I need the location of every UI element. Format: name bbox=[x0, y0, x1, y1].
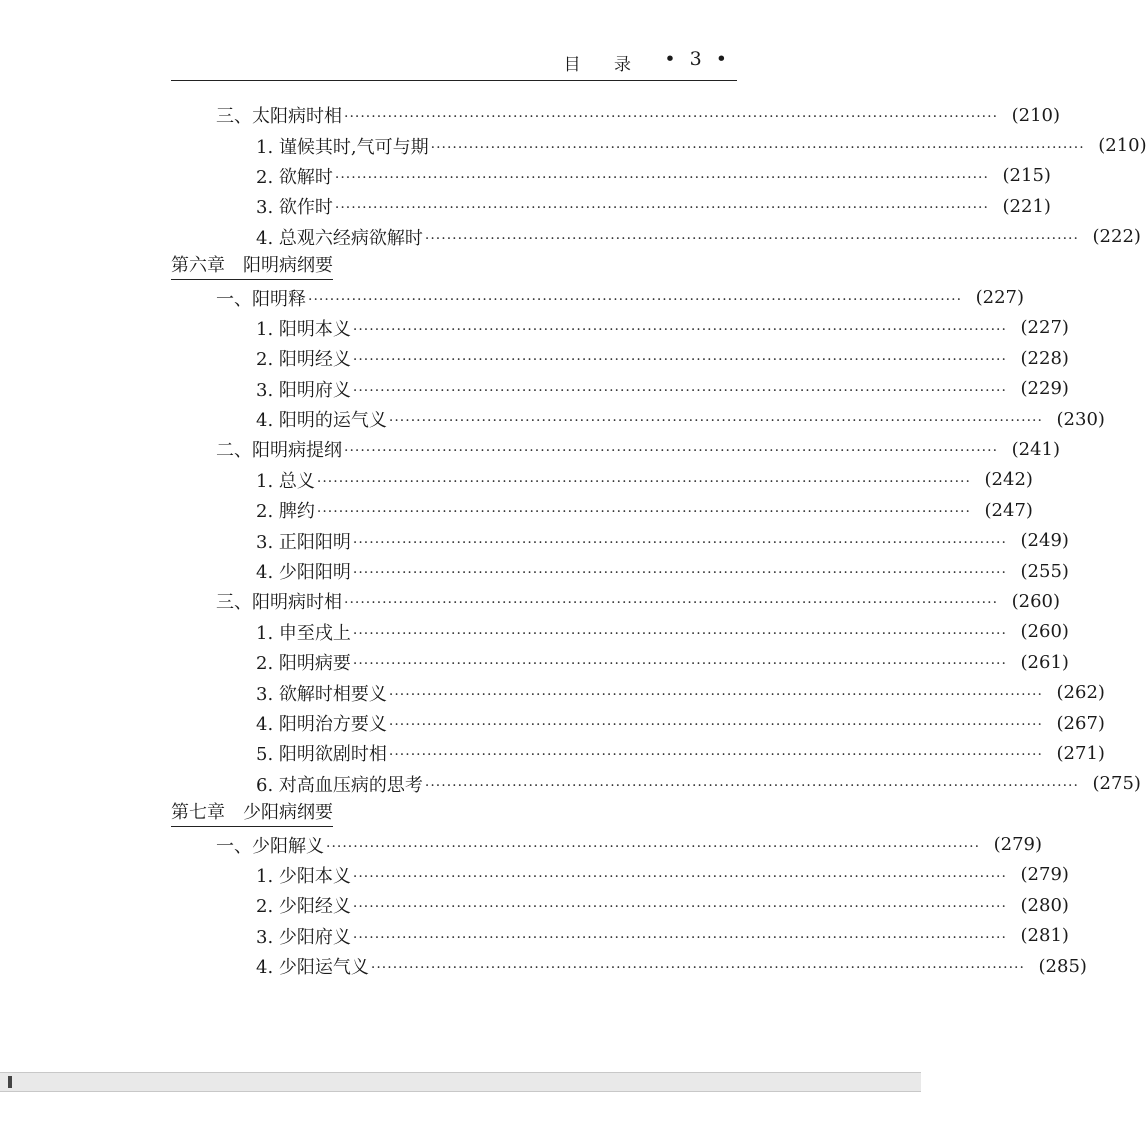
entry-label: 二、阳明病提纲 bbox=[216, 440, 342, 462]
entry-label: 3. 少阳府义 bbox=[256, 926, 351, 948]
dot-leader: ························································································································ bbox=[334, 200, 989, 217]
entry-page-number: (210) bbox=[1011, 104, 1061, 126]
chapter-number: 第六章 bbox=[171, 254, 225, 276]
toc-item-entry bbox=[171, 738, 1105, 768]
toc-item-entry bbox=[171, 404, 1105, 434]
toc-item-entry bbox=[171, 343, 1069, 373]
dot-leader: ························································································································ bbox=[344, 109, 999, 126]
entry-page-number: (262) bbox=[1056, 682, 1105, 704]
entry-label: 6. 对高血压病的思考 bbox=[256, 774, 423, 796]
dot-leader: ························································································································ bbox=[388, 717, 1043, 733]
toc-section-entry bbox=[171, 434, 1061, 464]
dot-leader: ························································································································ bbox=[316, 504, 971, 521]
entry-label: 1. 谨候其时,气可与期 bbox=[256, 136, 429, 158]
toc-item-entry bbox=[171, 951, 1087, 981]
entry-label: 2. 脾约 bbox=[256, 501, 315, 523]
toc-item-entry bbox=[171, 708, 1105, 738]
dot-leader: ························································································································ bbox=[388, 413, 1043, 430]
entry-page-number: (222) bbox=[1092, 226, 1141, 248]
toc-item-entry bbox=[171, 525, 1069, 555]
dot-leader: ························································································································ bbox=[352, 565, 1007, 582]
entry-page-number: (221) bbox=[1002, 195, 1051, 217]
entry-label: 2. 阳明经义 bbox=[256, 349, 351, 371]
entry-label: 2. 少阳经义 bbox=[256, 896, 351, 918]
dot-leader: ························································································································ bbox=[388, 686, 1043, 703]
running-header bbox=[171, 42, 737, 81]
entry-page-number: (260) bbox=[1020, 621, 1069, 643]
table-of-contents bbox=[171, 100, 1147, 981]
toc-item-entry bbox=[171, 495, 1033, 525]
entry-label: 1. 少阳本义 bbox=[256, 865, 351, 887]
entry-label: 4. 阳明的运气义 bbox=[256, 410, 387, 432]
dot-leader: ························································································································ bbox=[370, 960, 1025, 977]
chapter-title: 阳明病纲要 bbox=[243, 254, 333, 276]
entry-page-number: (271) bbox=[1056, 742, 1105, 764]
entry-page-number: (210) bbox=[1098, 135, 1147, 157]
entry-label: 4. 总观六经病欲解时 bbox=[256, 227, 423, 249]
toc-item-entry bbox=[171, 556, 1069, 586]
chapter-title: 少阳病纲要 bbox=[243, 801, 333, 823]
entry-page-number: (215) bbox=[1002, 165, 1051, 187]
toc-section-entry bbox=[171, 100, 1061, 130]
entry-page-number: (261) bbox=[1020, 651, 1069, 673]
entry-label: 2. 欲解时 bbox=[256, 166, 333, 188]
entry-label: 3. 欲作时 bbox=[256, 197, 333, 219]
dot-leader: ························································································································ bbox=[334, 169, 989, 186]
entry-label: 三、阳明病时相 bbox=[216, 592, 342, 614]
entry-page-number: (229) bbox=[1020, 378, 1069, 400]
header-page-number: • 3 • bbox=[664, 48, 731, 70]
dot-leader: ························································································································ bbox=[352, 868, 1007, 885]
dot-leader: ························································································································ bbox=[388, 747, 1043, 764]
chapter-number: 第七章 bbox=[171, 801, 225, 823]
toc-item-entry bbox=[171, 374, 1069, 404]
toc-item-entry bbox=[171, 860, 1069, 890]
toc-section-entry bbox=[171, 829, 1043, 859]
entry-page-number: (280) bbox=[1020, 894, 1069, 916]
toc-item-entry bbox=[171, 921, 1069, 951]
entry-label: 3. 阳明府义 bbox=[256, 379, 351, 401]
chapter-label bbox=[171, 255, 333, 280]
entry-page-number: (242) bbox=[984, 469, 1033, 491]
dot-leader: ························································································································ bbox=[344, 595, 999, 612]
entry-label: 1. 总义 bbox=[256, 470, 315, 492]
toc-item-entry bbox=[171, 161, 1051, 191]
toc-item-entry bbox=[171, 890, 1069, 920]
dot-leader: ························································································································ bbox=[352, 382, 1007, 399]
toc-item-entry bbox=[171, 222, 1141, 252]
dot-leader: ························································································································ bbox=[430, 139, 1085, 156]
entry-label: 4. 少阳阳明 bbox=[256, 562, 351, 584]
dot-leader: ························································································································ bbox=[352, 625, 1007, 642]
dot-leader: ························································································································ bbox=[352, 352, 1007, 369]
entry-page-number: (275) bbox=[1092, 773, 1141, 795]
entry-label: 一、少阳解义 bbox=[216, 835, 324, 857]
entry-page-number: (279) bbox=[993, 834, 1043, 856]
dot-leader: ························································································································ bbox=[352, 321, 1007, 338]
entry-label: 一、阳明释 bbox=[216, 288, 306, 310]
toc-item-entry bbox=[171, 465, 1033, 495]
toc-item-entry bbox=[171, 769, 1141, 799]
toc-item-entry bbox=[171, 191, 1051, 221]
entry-label: 3. 正阳阳明 bbox=[256, 531, 351, 553]
dot-leader: ························································································································ bbox=[308, 291, 963, 308]
entry-page-number: (267) bbox=[1056, 712, 1105, 734]
entry-page-number: (281) bbox=[1020, 925, 1069, 947]
entry-label: 1. 阳明本义 bbox=[256, 318, 351, 340]
entry-label: 4. 少阳运气义 bbox=[256, 957, 369, 979]
toc-item-entry bbox=[171, 677, 1105, 707]
entry-label: 5. 阳明欲剧时相 bbox=[256, 744, 387, 766]
toc-item-entry bbox=[171, 313, 1069, 343]
entry-page-number: (279) bbox=[1020, 864, 1069, 886]
entry-label: 3. 欲解时相要义 bbox=[256, 683, 387, 705]
toc-section-entry bbox=[171, 282, 1025, 312]
entry-page-number: (247) bbox=[984, 499, 1033, 521]
dot-leader: ························································································································ bbox=[352, 656, 1007, 673]
entry-page-number: (227) bbox=[1020, 317, 1069, 339]
dot-leader: ························································································································ bbox=[316, 473, 971, 490]
entry-page-number: (227) bbox=[975, 287, 1025, 309]
entry-page-number: (249) bbox=[1020, 530, 1069, 552]
dot-leader: ························································································································ bbox=[352, 929, 1007, 946]
dot-leader: ························································································································ bbox=[326, 838, 981, 855]
dot-leader: ························································································································ bbox=[352, 899, 1007, 916]
entry-page-number: (255) bbox=[1020, 560, 1069, 582]
scrollbar-thumb[interactable] bbox=[8, 1076, 12, 1088]
dot-leader: ························································································································ bbox=[352, 534, 1007, 551]
toc-item-entry bbox=[171, 647, 1069, 677]
dot-leader: ························································································································ bbox=[424, 777, 1079, 794]
toc-section-entry bbox=[171, 586, 1061, 616]
entry-page-number: (241) bbox=[1011, 438, 1061, 460]
entry-label: 三、太阳病时相 bbox=[216, 106, 342, 128]
horizontal-scrollbar[interactable] bbox=[0, 1072, 921, 1092]
entry-label: 4. 阳明治方要义 bbox=[256, 714, 387, 735]
dot-leader: ························································································································ bbox=[344, 443, 999, 460]
toc-item-entry bbox=[171, 130, 1147, 160]
chapter-label bbox=[171, 802, 333, 827]
entry-page-number: (285) bbox=[1038, 955, 1087, 977]
entry-label: 1. 申至戌上 bbox=[256, 622, 351, 644]
toc-chapter-heading bbox=[171, 799, 737, 829]
dot-leader: ························································································································ bbox=[424, 230, 1079, 247]
entry-label: 2. 阳明病要 bbox=[256, 653, 351, 675]
entry-page-number: (230) bbox=[1056, 408, 1105, 430]
entry-page-number: (228) bbox=[1020, 347, 1069, 369]
entry-page-number: (260) bbox=[1011, 590, 1061, 612]
toc-item-entry bbox=[171, 617, 1069, 647]
toc-chapter-heading bbox=[171, 252, 737, 282]
header-title: 目 录 bbox=[563, 55, 645, 75]
